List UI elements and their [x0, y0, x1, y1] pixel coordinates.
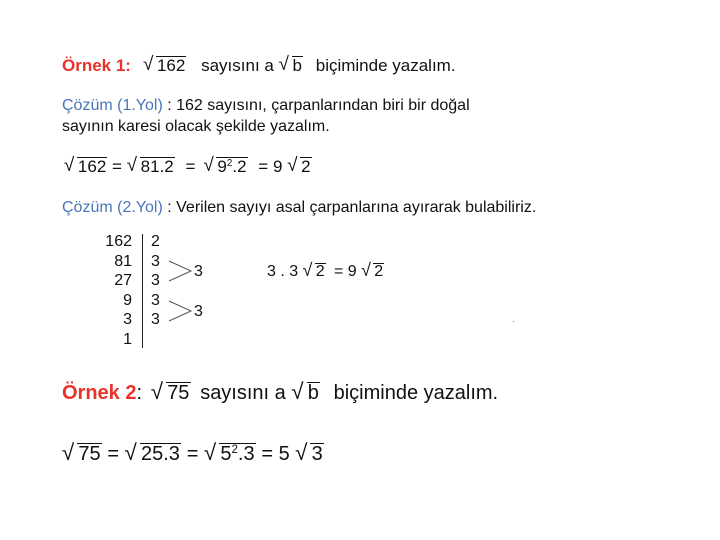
factor-right-cell: 3 [151, 311, 160, 328]
eq2-sqrt-75: √ 75 [63, 443, 102, 466]
solution1-label: Çözüm (1.Yol) [62, 97, 163, 114]
factor-right-cell: 3 [151, 252, 160, 270]
eq1-sqrt-9sq-2: √ $9^2.2$ [204, 157, 247, 177]
factor-right-cell: 2 [151, 233, 160, 250]
example1-sqrt-b: √ b [279, 56, 303, 76]
example1-sqrt: √ 162 [144, 56, 187, 76]
result-pre: 3 . 3 [267, 263, 299, 280]
group-bracket-icon [167, 257, 197, 329]
solution2-text: : Verilen sayıyı asal çarpanlarına ayırarak bulabiliriz. [167, 199, 537, 216]
result-mid: = 9 [334, 263, 357, 280]
eq1-sqrt-162: √ 162 [65, 157, 108, 177]
eq2-equals-b: = [186, 443, 199, 465]
example2-label: Örnek 2 [62, 382, 137, 404]
stray-dot: . [512, 314, 515, 325]
example2-text2: biçiminde yazalım. [333, 382, 499, 404]
solution1-line1 [62, 97, 470, 115]
example2-line [62, 382, 498, 405]
example2-sqrt-b: √ b [292, 382, 320, 405]
eq1-sqrt-81-2: √ 81.2 [127, 157, 174, 177]
eq1-equals-b: = [185, 157, 196, 176]
example2-equation [62, 443, 324, 466]
factor-left-cell: 1 [123, 330, 132, 348]
factor-left-column [100, 232, 132, 349]
factor-left-cell: 162 [105, 233, 132, 250]
solution1-line2: sayının karesi olacak şekilde yazalım. [62, 118, 330, 135]
eq1-equals-c: = 9 [258, 157, 283, 176]
example1-text2: biçiminde yazalım. [315, 56, 456, 75]
result-sqrt-2a: √ 2 [303, 263, 325, 281]
factor-left-cell: 81 [114, 252, 132, 270]
example1-text1: sayısını a [201, 56, 274, 75]
example2-sqrt: √ 75 [152, 382, 191, 405]
eq2-sqrt-5sq-3: √ $5^2.3$ [205, 443, 256, 466]
result-sqrt-2b: √ 2 [362, 263, 384, 281]
factor-left-cell: 9 [123, 291, 132, 309]
factor-left-cell: 27 [114, 272, 132, 289]
factor-right-column [151, 232, 160, 330]
factor-left-cell: 3 [123, 311, 132, 328]
factor-group1: 3 [194, 263, 203, 280]
eq2-sqrt-3: √ 3 [296, 443, 324, 466]
factor-divider [142, 234, 143, 348]
factor-right-cell: 3 [151, 291, 160, 309]
factor-right-cell: 3 [151, 272, 160, 289]
solution1-text: : 162 sayısını, çarpanlarından biri bir doğal [167, 97, 470, 114]
factor-group2: 3 [194, 303, 203, 320]
eq1-equals-a: = [112, 157, 122, 176]
solution2-result [267, 263, 384, 281]
example1-line [62, 56, 456, 76]
example2-text1: sayısını a [200, 382, 286, 404]
eq2-equals-c: = 5 [261, 443, 290, 465]
example2-colon: : [136, 382, 143, 404]
eq1-sqrt-2: √ 2 [288, 157, 312, 177]
eq2-equals-a: = [107, 443, 120, 465]
solution2-line [62, 199, 536, 217]
solution2-label: Çözüm (2.Yol) [62, 199, 163, 216]
eq2-sqrt-25-3: √ 25.3 [125, 443, 181, 466]
example1-label: Örnek 1: [62, 56, 131, 75]
solution1-equation [64, 157, 312, 177]
